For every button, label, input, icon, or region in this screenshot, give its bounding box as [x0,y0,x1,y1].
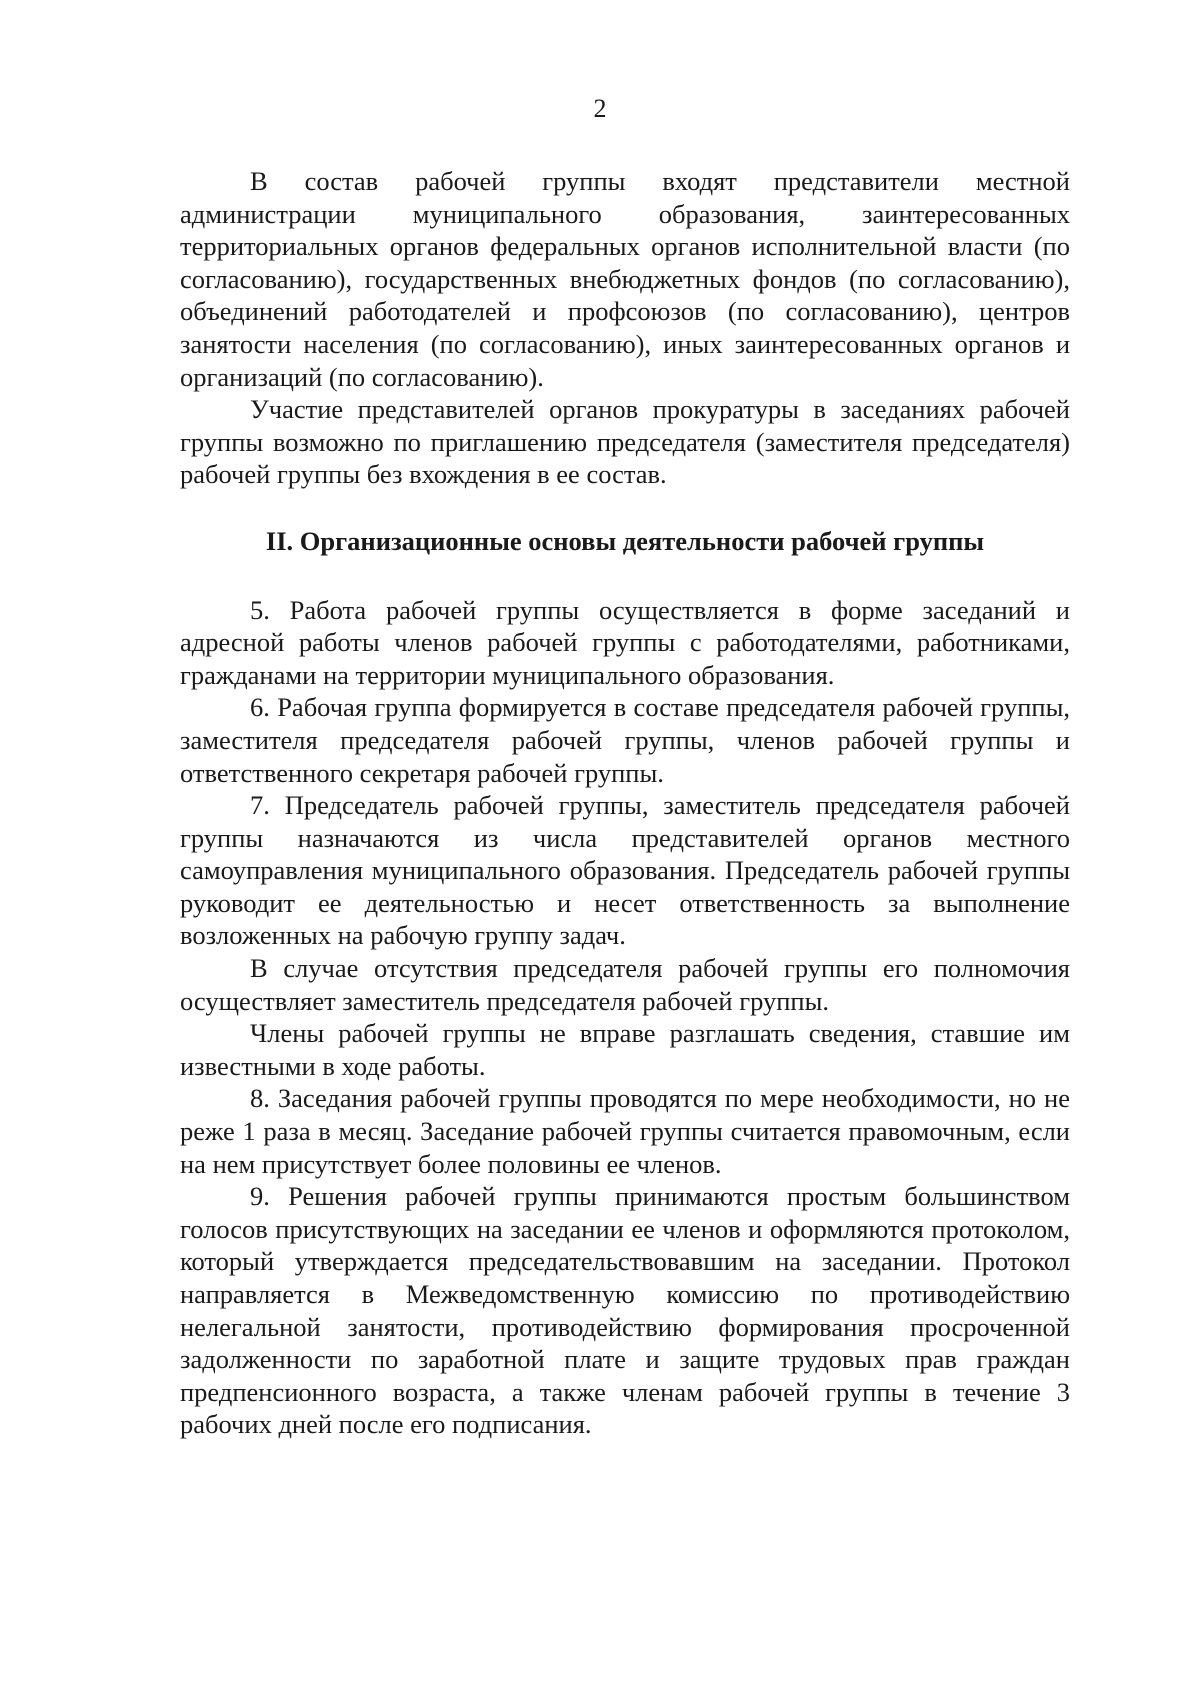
paragraph-working-group-composition: В состав рабочей группы входят представители местной администрации муниципального образования, заинтересованных территориальных органов федеральных органов исполнительной власти (по согласованию), государственных внебюджетных фондов (по согласованию), объединений работодателей и профсоюзов (по согласованию), центров занятости населения (по согласованию), иных заинтересованных органов и организаций (по согласованию). [180,166,1070,392]
paragraph-item-7: 7. Председатель рабочей группы, заместитель председателя рабочей группы назначаются из числа представителей органов местного самоуправления муниципального образования. Председатель рабочей группы руководит ее деятельностью и несет ответственность за выполнение возложенных на рабочую группу задач. [180,790,1070,951]
section-heading: II. Организационные основы деятельности рабочей группы [265,525,985,556]
paragraph-item-9: 9. Решения рабочей группы принимаются простым большинством голосов присутствующих на заседании ее членов и оформляются протоколом, который утверждается председательствовавшим на заседании. Протокол направляется в Межведомственную комиссию по противодействию нелегальной занятости, противодействию формирования просроченной задолженности по заработной плате и защите трудовых прав граждан предпенсионного возраста, а также членам рабочей группы в течение 3 рабочих дней после его подписания. [180,1181,1070,1440]
paragraph-item-6: 6. Рабочая группа формируется в составе председателя рабочей группы, заместителя председателя рабочей группы, членов рабочей группы и ответственного секретаря рабочей группы. [180,692,1070,788]
document-body [180,165,1070,1441]
paragraph-item-8: 8. Заседания рабочей группы проводятся по мере необходимости, но не реже 1 раза в месяц. Заседание рабочей группы считается правомочным, если на нем присутствует более половины ее членов. [180,1083,1070,1179]
paragraph-item-5: 5. Работа рабочей группы осуществляется в форме заседаний и адресной работы членов рабочей группы с работодателями, работниками, гражданами на территории муниципального образования. [180,594,1070,690]
page-number: 2 [593,94,607,123]
paragraph-chair-absence: В случае отсутствия председателя рабочей группы его полномочия осуществляет заместитель председателя рабочей группы. [180,953,1070,1016]
paragraph-prosecutor-participation: Участие представителей органов прокуратуры в заседаниях рабочей группы возможно по приглашению председателя (заместителя председателя) рабочей группы без вхождения в ее состав. [180,394,1070,490]
paragraph-confidentiality: Члены рабочей группы не вправе разглашать сведения, ставшие им известными в ходе работы. [180,1018,1070,1081]
